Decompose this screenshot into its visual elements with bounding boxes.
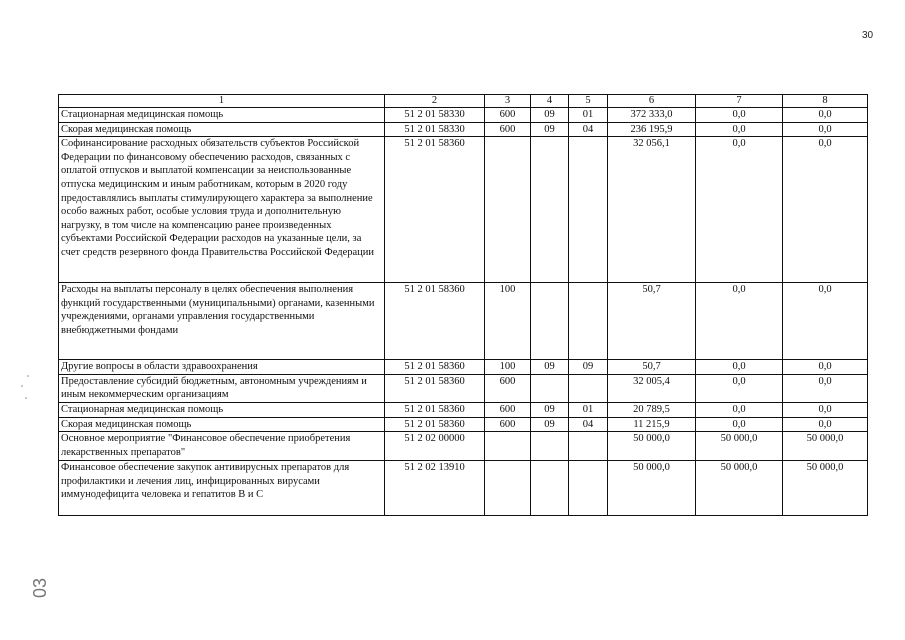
cell-amount-8: 0,0 (783, 283, 868, 360)
cell-code: 51 2 01 58360 (385, 417, 485, 432)
table-row (59, 374, 868, 402)
cell-amount-7: 0,0 (696, 122, 783, 137)
cell-expense-type (485, 461, 531, 516)
col-header: 2 (385, 95, 485, 108)
table-row (59, 283, 868, 360)
table-row (59, 122, 868, 137)
cell-section: 09 (531, 122, 569, 137)
col-header: 7 (696, 95, 783, 108)
cell-code: 51 2 01 58360 (385, 137, 485, 283)
cell-amount-7: 50 000,0 (696, 432, 783, 461)
cell-amount-6: 11 215,9 (608, 417, 696, 432)
header-row (59, 95, 868, 108)
table-row (59, 402, 868, 417)
cell-amount-7: 0,0 (696, 137, 783, 283)
cell-expense-type (485, 137, 531, 283)
cell-code: 51 2 01 58330 (385, 122, 485, 137)
cell-amount-6: 50 000,0 (608, 432, 696, 461)
table-row (59, 108, 868, 123)
cell-amount-8: 50 000,0 (783, 461, 868, 516)
cell-section (531, 283, 569, 360)
cell-expense-type: 100 (485, 360, 531, 375)
cell-subsection (569, 137, 608, 283)
cell-subsection: 01 (569, 402, 608, 417)
cell-amount-7: 0,0 (696, 417, 783, 432)
col-header: 1 (59, 95, 385, 108)
cell-amount-8: 0,0 (783, 137, 868, 283)
cell-name: Финансовое обеспечение закупок антивирусных препаратов для профилактики и лечения лиц, инфицированных вирусами иммунодефицита человека и гепатитов В и С (59, 461, 385, 516)
cell-name: Предоставление субсидий бюджетным, автономным учреждениям и иным некоммерческим организациям (59, 374, 385, 402)
cell-amount-6: 20 789,5 (608, 402, 696, 417)
col-header: 3 (485, 95, 531, 108)
cell-name: Скорая медицинская помощь (59, 122, 385, 137)
cell-code: 51 2 01 58360 (385, 283, 485, 360)
cell-subsection: 04 (569, 122, 608, 137)
col-header: 6 (608, 95, 696, 108)
cell-amount-8: 0,0 (783, 402, 868, 417)
cell-name: Софинансирование расходных обязательств субъектов Российской Федерации по финансовому обеспечению расходов, связанных с оплатой отпусков и выплатой компенсации за неиспользованные отпуска медицинским и иным работникам, которым в 2020 году предоставлялись выплаты стимулирующего характера за выполнение особо важных работ, особые условия труда и дополнительную нагрузку, в том числе на компенсацию ранее произведенных субъектами Российской Федерации расходов на указанные цели, за счет средств резервного фонда Правительства Российской Федерации (59, 137, 385, 283)
cell-amount-8: 0,0 (783, 417, 868, 432)
cell-subsection (569, 283, 608, 360)
cell-name: Стационарная медицинская помощь (59, 402, 385, 417)
page-number: 30 (862, 30, 874, 41)
cell-amount-7: 0,0 (696, 360, 783, 375)
cell-amount-6: 50 000,0 (608, 461, 696, 516)
cell-expense-type: 600 (485, 417, 531, 432)
cell-amount-7: 50 000,0 (696, 461, 783, 516)
cell-amount-8: 0,0 (783, 122, 868, 137)
cell-subsection (569, 374, 608, 402)
table-row (59, 461, 868, 516)
cell-amount-7: 0,0 (696, 108, 783, 123)
cell-amount-6: 50,7 (608, 360, 696, 375)
cell-amount-6: 236 195,9 (608, 122, 696, 137)
table-row (59, 137, 868, 283)
cell-amount-7: 0,0 (696, 374, 783, 402)
table-row (59, 432, 868, 461)
cell-subsection: 04 (569, 417, 608, 432)
cell-section (531, 374, 569, 402)
cell-amount-6: 32 005,4 (608, 374, 696, 402)
cell-name: Расходы на выплаты персоналу в целях обеспечения выполнения функций государственными (муниципальными) органами, казенными учреждениями, органами управления государственными внебюджетными фондами (59, 283, 385, 360)
col-header: 5 (569, 95, 608, 108)
table-row (59, 360, 868, 375)
cell-amount-8: 50 000,0 (783, 432, 868, 461)
cell-amount-7: 0,0 (696, 283, 783, 360)
scan-artifact (18, 372, 34, 408)
cell-amount-8: 0,0 (783, 374, 868, 402)
cell-code: 51 2 01 58360 (385, 402, 485, 417)
cell-name: Скорая медицинская помощь (59, 417, 385, 432)
cell-expense-type: 600 (485, 108, 531, 123)
cell-expense-type: 100 (485, 283, 531, 360)
cell-subsection: 01 (569, 108, 608, 123)
cell-expense-type: 600 (485, 122, 531, 137)
cell-code: 51 2 01 58360 (385, 360, 485, 375)
cell-section: 09 (531, 108, 569, 123)
margin-mark: 03 (30, 577, 50, 598)
cell-amount-6: 372 333,0 (608, 108, 696, 123)
cell-subsection: 09 (569, 360, 608, 375)
cell-expense-type: 600 (485, 402, 531, 417)
cell-section (531, 432, 569, 461)
cell-section: 09 (531, 417, 569, 432)
cell-amount-8: 0,0 (783, 108, 868, 123)
cell-code: 51 2 01 58360 (385, 374, 485, 402)
cell-name: Другие вопросы в области здравоохранения (59, 360, 385, 375)
cell-expense-type (485, 432, 531, 461)
cell-amount-7: 0,0 (696, 402, 783, 417)
cell-amount-8: 0,0 (783, 360, 868, 375)
col-header: 4 (531, 95, 569, 108)
cell-section: 09 (531, 402, 569, 417)
cell-code: 51 2 02 00000 (385, 432, 485, 461)
cell-subsection (569, 432, 608, 461)
cell-amount-6: 32 056,1 (608, 137, 696, 283)
budget-table (58, 94, 868, 516)
cell-name: Основное мероприятие "Финансовое обеспечение приобретения лекарственных препаратов" (59, 432, 385, 461)
cell-code: 51 2 02 13910 (385, 461, 485, 516)
cell-subsection (569, 461, 608, 516)
cell-name: Стационарная медицинская помощь (59, 108, 385, 123)
cell-section (531, 137, 569, 283)
cell-section: 09 (531, 360, 569, 375)
col-header: 8 (783, 95, 868, 108)
cell-expense-type: 600 (485, 374, 531, 402)
cell-section (531, 461, 569, 516)
table-row (59, 417, 868, 432)
cell-code: 51 2 01 58330 (385, 108, 485, 123)
cell-amount-6: 50,7 (608, 283, 696, 360)
